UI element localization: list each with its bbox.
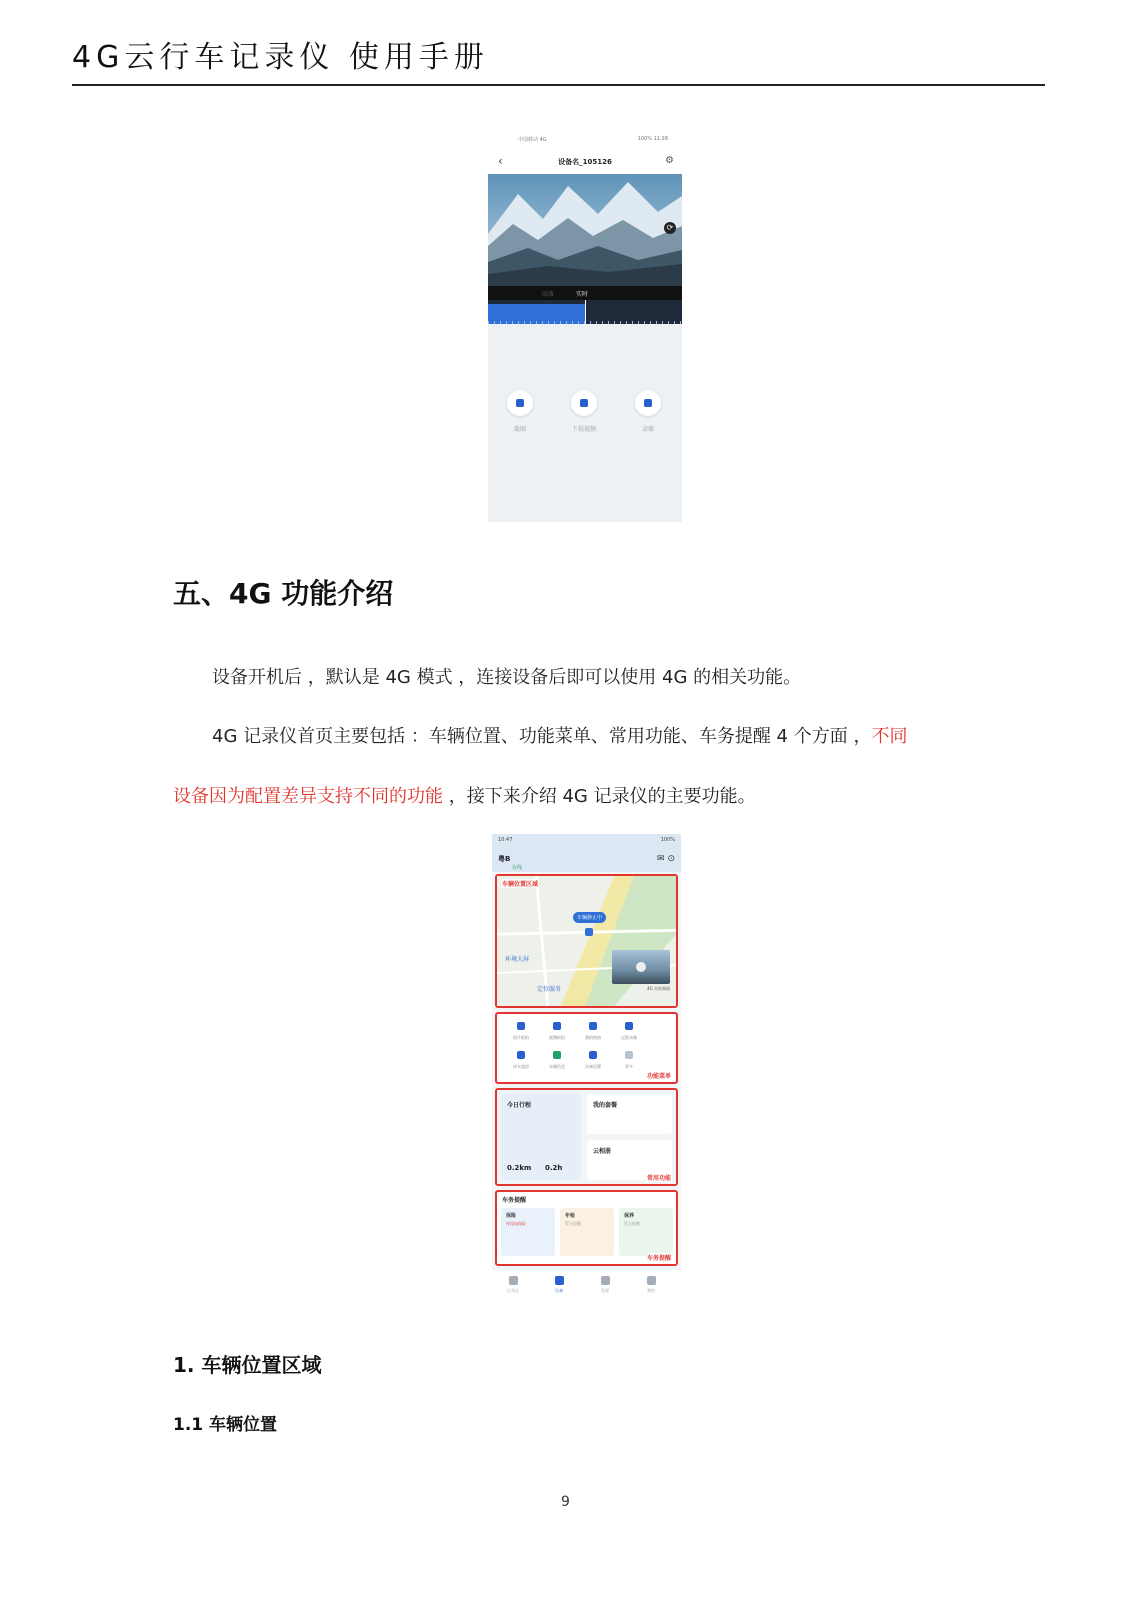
- device-live-view-screenshot: [488, 132, 682, 522]
- device-title: 设备名_105126: [558, 158, 612, 166]
- service-reminder-region: [495, 1190, 678, 1266]
- paragraph-2-text: 4G 记录仪首页主要包括 ：车辆位置、功能菜单、常用功能、车务提醒 4 个方面 ，: [212, 726, 872, 747]
- status-carrier: 中国移动 4G: [518, 137, 547, 143]
- bottom-tab-bar: [492, 1270, 681, 1312]
- action-label: 截图: [513, 426, 526, 433]
- reminder-maintenance[interactable]: [619, 1208, 673, 1256]
- tab-live[interactable]: 实时: [576, 291, 589, 298]
- record-icon: [635, 390, 661, 416]
- mountain-scene-image: [488, 174, 682, 286]
- paragraph-3-text: ，接下来介绍 4G 记录仪的主要功能。: [443, 786, 756, 807]
- app-home-screenshot: [492, 834, 681, 1312]
- device-icon: [555, 1276, 564, 1285]
- region-label-function-menu: 功能菜单: [646, 1073, 671, 1080]
- cloud-album-title: 云相册: [593, 1148, 612, 1155]
- heading-vehicle-location: 1.1 车辆位置: [173, 1415, 278, 1435]
- function-menu-region: [495, 1012, 678, 1084]
- paragraph-2-highlight: 不同: [871, 726, 908, 747]
- map-control-locate[interactable]: 定位服务: [537, 986, 562, 993]
- more-icon: [625, 1051, 633, 1059]
- menu-item-label: 更多: [625, 1064, 633, 1069]
- paragraph-3: [173, 782, 756, 808]
- paragraph-2: [212, 722, 907, 748]
- download-video-button[interactable]: [564, 390, 604, 433]
- menu-item[interactable]: [503, 1022, 539, 1041]
- menu-item[interactable]: [539, 1051, 575, 1070]
- paragraph-1: 设备开机后 ，默认是 4G 模式 ，连接设备后即可以使用 4G 的相关功能。: [212, 667, 802, 688]
- tab-label: 记录仪: [507, 1288, 519, 1293]
- menu-item[interactable]: [539, 1022, 575, 1041]
- device-settings-icon: [589, 1051, 597, 1059]
- tab-label: 发现: [601, 1288, 609, 1293]
- thumbnail-caption: 4G 实时画面: [647, 986, 670, 991]
- menu-item[interactable]: [575, 1051, 611, 1070]
- status-time: 10:47: [498, 837, 513, 843]
- heading-vehicle-location-region: 1. 车辆位置区域: [173, 1353, 322, 1377]
- parking-monitor-icon: [517, 1051, 525, 1059]
- region-label-vehicle-location: 车辆位置区域: [502, 881, 539, 888]
- reminder-title: 保养: [624, 1213, 635, 1219]
- reminder-sub: 暂无提醒: [565, 1221, 581, 1226]
- menu-item-label: 我的相册: [585, 1035, 601, 1040]
- discover-icon: [601, 1276, 610, 1285]
- tab-label: 设备: [555, 1288, 563, 1293]
- timeline-scrubber[interactable]: [488, 300, 682, 324]
- reminder-title: 年检: [565, 1213, 576, 1219]
- reminder-sub: 待添加保险: [506, 1221, 526, 1226]
- region-label-service-reminder: 车务提醒: [646, 1255, 671, 1262]
- status-bar: [492, 834, 681, 848]
- car-marker-icon[interactable]: [585, 928, 593, 936]
- album-icon: [589, 1022, 597, 1030]
- today-trip-title: 今日行程: [507, 1102, 532, 1109]
- tab-discover[interactable]: [590, 1276, 620, 1294]
- gear-icon[interactable]: ⚙: [665, 155, 674, 166]
- live-preview-thumbnail[interactable]: [612, 950, 670, 984]
- recorder-icon: [509, 1276, 518, 1285]
- tab-playback[interactable]: 回放: [542, 291, 555, 298]
- action-label: 录像: [641, 426, 654, 433]
- playback-tabs: [488, 286, 682, 300]
- my-package-card[interactable]: [587, 1094, 672, 1134]
- menu-item-label: 停车监控: [513, 1064, 529, 1069]
- reminder-inspection[interactable]: [560, 1208, 614, 1256]
- trip-distance: 0.2km: [507, 1164, 532, 1172]
- timeline-ticks: [488, 321, 682, 324]
- screenshot-button[interactable]: [500, 390, 540, 433]
- common-functions-region: [495, 1088, 678, 1186]
- menu-item[interactable]: [575, 1022, 611, 1041]
- today-trip-card[interactable]: [501, 1094, 581, 1180]
- reminder-title: 保险: [506, 1213, 517, 1219]
- photo-icon: [517, 1022, 525, 1030]
- region-label-common-functions: 常用功能: [646, 1175, 671, 1182]
- trip-duration: 0.2h: [545, 1164, 563, 1172]
- camera-icon: [507, 390, 533, 416]
- menu-item[interactable]: [611, 1022, 647, 1041]
- menu-item-label: 图片抓拍: [513, 1035, 529, 1040]
- action-label: 下载视频: [571, 426, 596, 433]
- rotate-icon[interactable]: ⟳: [664, 222, 676, 234]
- header-divider: [72, 84, 1045, 86]
- video-icon: [553, 1022, 561, 1030]
- my-package-title: 我的套餐: [593, 1102, 618, 1109]
- vehicle-location-region: [495, 874, 678, 1008]
- message-icon[interactable]: ✉ ⊙: [657, 854, 675, 864]
- manual-header-title: 4G云行车记录仪 使用手册: [72, 40, 489, 75]
- record-icon: [625, 1022, 633, 1030]
- status-battery: 100% 11:28: [637, 136, 668, 142]
- tab-label: 我的: [647, 1288, 655, 1293]
- chevron-left-icon[interactable]: ‹: [498, 154, 503, 168]
- menu-item[interactable]: [503, 1051, 539, 1070]
- reminder-insurance[interactable]: [501, 1208, 555, 1256]
- status-bar: [488, 132, 682, 150]
- menu-grid: [503, 1022, 653, 1080]
- video-download-icon: [571, 390, 597, 416]
- menu-item-label: 车辆信息: [549, 1064, 565, 1069]
- section-title: 五、4G 功能介绍: [173, 577, 394, 610]
- online-status: 在线: [512, 865, 523, 871]
- map-overlay: [497, 876, 676, 1006]
- status-battery: 100%: [660, 837, 675, 843]
- live-video-frame[interactable]: [488, 174, 682, 286]
- paragraph-3-highlight: 设备因为配置差异支持不同的功能: [173, 786, 443, 807]
- menu-item-label: 远程录像: [621, 1035, 637, 1040]
- map-control-screen[interactable]: 环境大屏: [505, 956, 530, 963]
- menu-item-label: 设备设置: [585, 1064, 601, 1069]
- tab-mine[interactable]: [636, 1276, 666, 1294]
- nav-bar: [488, 150, 682, 174]
- car-info-icon: [553, 1051, 561, 1059]
- play-icon[interactable]: [636, 962, 646, 972]
- tab-recorder[interactable]: [498, 1276, 528, 1294]
- home-header: [492, 848, 681, 872]
- menu-item[interactable]: [611, 1051, 647, 1070]
- tab-device[interactable]: [544, 1276, 574, 1294]
- page-number: 9: [561, 1494, 570, 1510]
- menu-item-label: 视频抓拍: [549, 1035, 565, 1040]
- vehicle-status-pin[interactable]: 车辆静止中: [573, 912, 606, 923]
- reminder-sub: 暂无提醒: [624, 1221, 640, 1226]
- car-plate[interactable]: 粤B: [498, 855, 511, 863]
- profile-icon: [647, 1276, 656, 1285]
- reminder-header: 车务提醒: [502, 1197, 527, 1204]
- record-button[interactable]: [628, 390, 668, 433]
